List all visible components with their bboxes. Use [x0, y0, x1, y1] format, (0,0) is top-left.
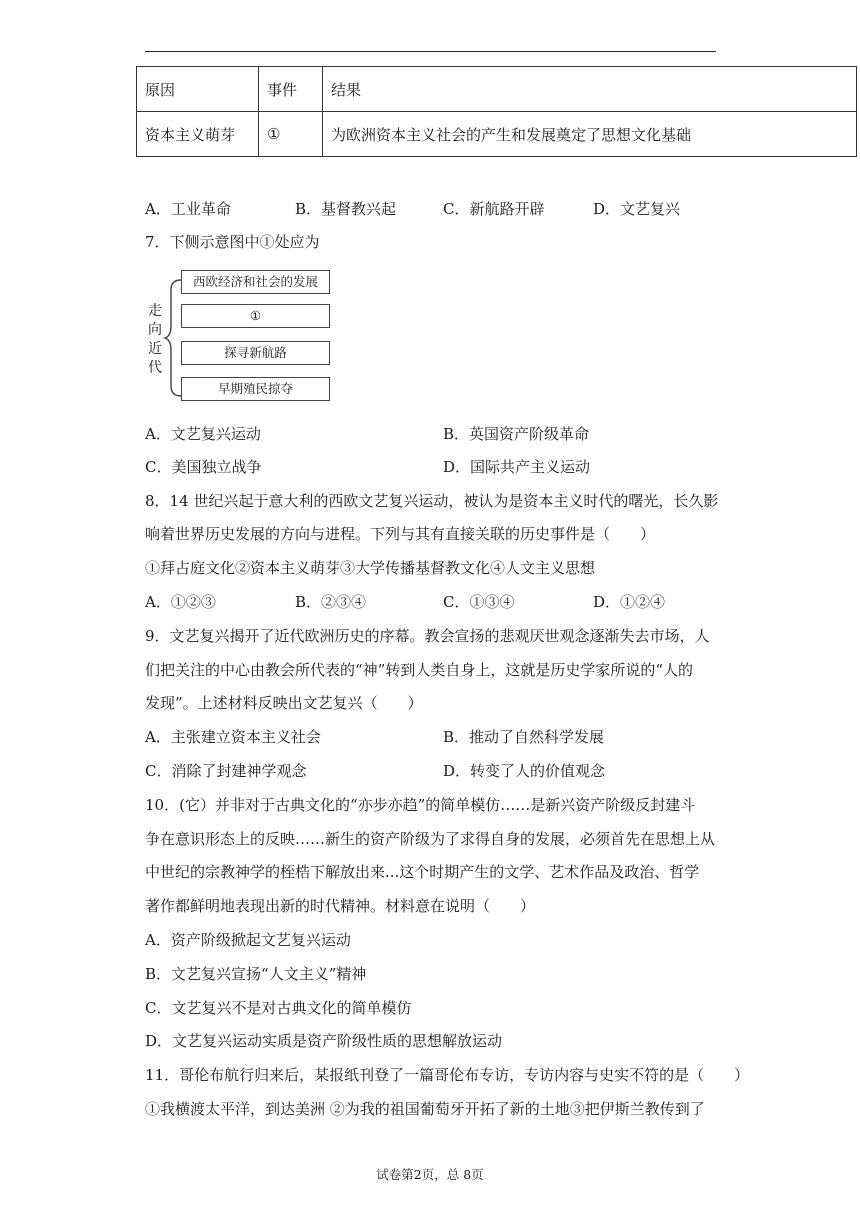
header-rule — [145, 51, 716, 52]
q9-option-a[interactable]: A．主张建立资本主义社会 — [145, 728, 321, 746]
q10-stem-line: 10．(它）并非对于古典文化的“亦步亦趋”的简单模仿……是新兴资产阶级反封建斗 — [145, 796, 696, 814]
q8-option-c[interactable]: C．①③④ — [443, 593, 515, 611]
side-label-char: 向 — [148, 322, 162, 338]
table-row — [137, 67, 857, 112]
q8-option-b[interactable]: B．②③④ — [295, 593, 367, 611]
table-header-cell: 结果 — [323, 67, 857, 112]
table-row — [137, 112, 857, 157]
q7-option-c[interactable]: C．美国独立战争 — [145, 458, 262, 476]
q7-diagram — [145, 262, 345, 412]
q10-option-c[interactable]: C．文艺复兴不是对古典文化的简单模仿 — [145, 999, 412, 1017]
q9-option-c[interactable]: C．消除了封建神学观念 — [145, 762, 307, 780]
q8-stem-line: ①拜占庭文化②资本主义萌芽③大学传播基督教文化④人文主义思想 — [145, 559, 596, 577]
q9-stem-line: 发现”。上述材料反映出文艺复兴（ ） — [145, 694, 423, 712]
q6-option-c[interactable]: C．新航路开辟 — [443, 200, 545, 218]
diagram-box-blank: ① — [181, 304, 330, 328]
side-label-char: 走 — [148, 303, 162, 319]
q10-stem-line: 著作都鲜明地表现出新的时代精神。材料意在说明（ ） — [145, 897, 536, 915]
q6-option-a[interactable]: A．工业革命 — [145, 200, 231, 218]
q9-stem-line: 9．文艺复兴揭开了近代欧洲历史的序幕。教会宣扬的悲观厌世观念逐渐失去市场，人 — [145, 627, 710, 645]
table-header-cell: 原因 — [137, 67, 259, 112]
q7-option-a[interactable]: A．文艺复兴运动 — [145, 425, 261, 443]
q7-option-b[interactable]: B．英国资产阶级革命 — [443, 425, 590, 443]
brace-icon — [163, 276, 183, 400]
q11-stem-line: ①我横渡太平洋，到达美洲 ②为我的祖国葡萄牙开拓了新的土地③把伊斯兰教传到了 — [145, 1100, 705, 1118]
q10-stem-line: 中世纪的宗教神学的桎梏下解放出来...这个时期产生的文学、艺术作品及政治、哲学 — [145, 863, 700, 881]
diagram-box: 探寻新航路 — [181, 341, 330, 365]
q8-stem-line: 8．14 世纪兴起于意大利的西欧文艺复兴运动，被认为是资本主义时代的曙光，长久影 — [145, 492, 719, 510]
table-cell: ① — [259, 112, 323, 157]
diagram-box: 西欧经济和社会的发展 — [181, 270, 330, 294]
table-header-cell: 事件 — [259, 67, 323, 112]
q10-option-a[interactable]: A．资产阶级掀起文艺复兴运动 — [145, 931, 351, 949]
q10-option-d[interactable]: D．文艺复兴运动实质是资产阶级性质的思想解放运动 — [145, 1032, 503, 1050]
q10-stem-line: 争在意识形态上的反映……新生的资产阶级为了求得自身的发展，必须首先在思想上从 — [145, 830, 716, 848]
q11-stem-line: 11．哥伦布航行归来后，某报纸刊登了一篇哥伦布专访，专访内容与史实不符的是（ ） — [145, 1066, 750, 1084]
cause-table — [136, 66, 857, 157]
q9-option-b[interactable]: B．推动了自然科学发展 — [443, 728, 605, 746]
q6-option-d[interactable]: D．文艺复兴 — [593, 200, 681, 218]
side-label-char: 代 — [148, 360, 162, 376]
q7-stem: 7．下侧示意图中①处应为 — [145, 233, 320, 251]
diagram-box: 早期殖民掠夺 — [181, 377, 330, 401]
q6-option-b[interactable]: B．基督教兴起 — [295, 200, 397, 218]
table-cell: 为欧洲资本主义社会的产生和发展奠定了思想文化基础 — [323, 112, 857, 157]
table-cell: 资本主义萌芽 — [137, 112, 259, 157]
q7-option-d[interactable]: D．国际共产主义运动 — [443, 458, 591, 476]
q8-option-d[interactable]: D．①②④ — [593, 593, 666, 611]
diagram-side-label — [147, 302, 163, 378]
q8-option-a[interactable]: A．①②③ — [145, 593, 216, 611]
q10-option-b[interactable]: B．文艺复兴宣扬“人文主义”精神 — [145, 965, 367, 983]
side-label-char: 近 — [148, 341, 162, 357]
page-footer: 试卷第2页，总 8页 — [376, 1167, 484, 1182]
q8-stem-line: 响着世界历史发展的方向与进程。下列与其有直接关联的历史事件是（ ） — [145, 525, 656, 543]
q9-option-d[interactable]: D．转变了人的价值观念 — [443, 762, 606, 780]
q9-stem-line: 们把关注的中心由教会所代表的“神”转到人类自身上，这就是历史学家所说的“人的 — [145, 661, 694, 679]
